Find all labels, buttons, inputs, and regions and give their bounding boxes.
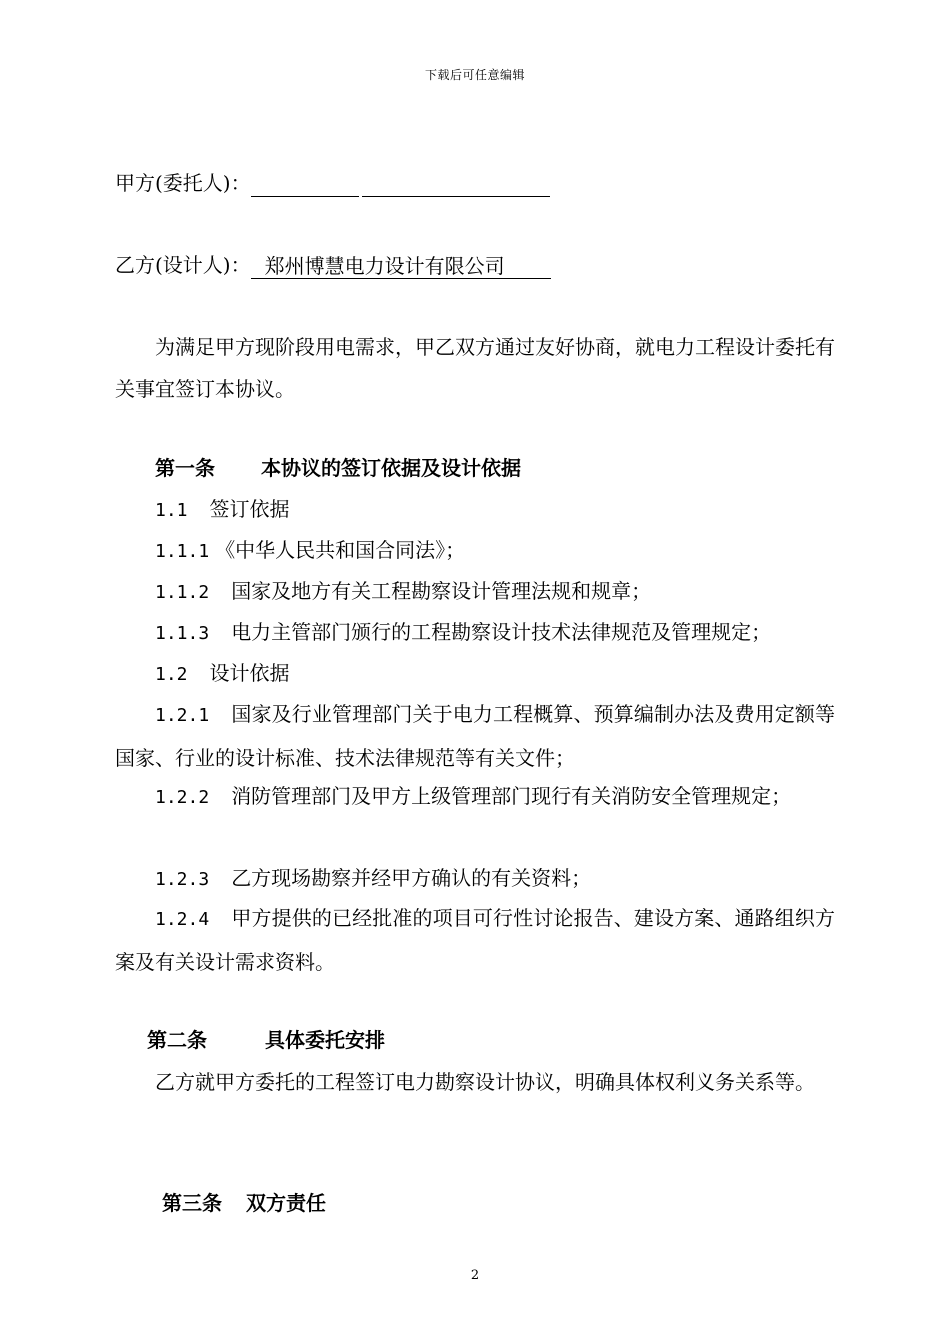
clause-1-2-4 <box>115 897 835 983</box>
clause-1-1-1-text: 《中华人民共和国合同法》； <box>215 538 466 562</box>
clause-1-2-number: 1.2 <box>155 664 188 685</box>
clause-1-1-1-number: 1.1.1 <box>155 541 210 562</box>
clause-1-1-3-text: 电力主管部门颁行的工程勘察设计技术法律规范及管理规定； <box>231 620 772 644</box>
article-2-text: 乙方就甲方委托的工程签订电力勘察设计协议，明确具体权利义务关系等。 <box>155 1070 815 1094</box>
article-1-number: 第一条 <box>155 456 215 480</box>
clause-1-2-2-text: 消防管理部门及甲方上级管理部门现行有关消防安全管理规定； <box>231 784 792 808</box>
article-2-paragraph <box>115 1061 835 1103</box>
page-number: 2 <box>470 1268 480 1283</box>
page-header: 下载后可任意编辑 <box>424 68 525 82</box>
clause-1-2-1-number: 1.2.1 <box>155 705 210 726</box>
clause-1-2-3-number: 1.2.3 <box>155 869 210 890</box>
clause-1-1-2 <box>155 577 651 607</box>
intro-paragraph <box>115 326 835 410</box>
article-1-title: 本协议的签订依据及设计依据 <box>261 456 521 480</box>
clause-1-2-4-number: 1.2.4 <box>155 909 210 930</box>
party-a-line <box>115 169 553 197</box>
clause-1-2-1 <box>115 693 835 779</box>
article-2-number: 第二条 <box>147 1028 207 1052</box>
article-3-heading <box>162 1189 326 1217</box>
clause-1-1-3 <box>155 618 771 648</box>
clause-1-2-3-text: 乙方现场勘察并经甲方确认的有关资料； <box>231 866 592 890</box>
party-b-label: 乙方(设计人)： <box>115 253 251 277</box>
clause-1-2-text: 设计依据 <box>209 661 290 685</box>
party-a-blank[interactable] <box>251 174 359 197</box>
party-a-blank-extension[interactable] <box>362 174 550 197</box>
clause-1-1-3-number: 1.1.3 <box>155 623 210 644</box>
clause-1-1-1 <box>155 536 465 566</box>
party-b-line <box>115 251 551 279</box>
clause-1-2-2 <box>115 775 835 819</box>
clause-1-1 <box>155 495 290 525</box>
article-1-heading <box>155 454 521 482</box>
party-a-label: 甲方(委托人)： <box>115 171 251 195</box>
clause-1-2 <box>155 659 290 689</box>
clause-1-2-4-text: 甲方提供的已经批准的项目可行性讨论报告、建设方案、通路组织方案及有关设计需求资料。 <box>115 906 835 974</box>
article-2-title: 具体委托安排 <box>265 1028 385 1052</box>
clause-1-2-2-number: 1.2.2 <box>155 787 210 808</box>
party-b-value: 郑州博慧电力设计有限公司 <box>251 254 551 279</box>
clause-1-1-2-number: 1.1.2 <box>155 582 210 603</box>
intro-text: 为满足甲方现阶段用电需求，甲乙双方通过友好协商，就电力工程设计委托有关事宜签订本协议。 <box>115 335 835 401</box>
article-3-number: 第三条 <box>162 1191 222 1215</box>
clause-1-1-number: 1.1 <box>155 500 188 521</box>
clause-1-2-1-text: 国家及行业管理部门关于电力工程概算、预算编制办法及费用定额等国家、行业的设计标准、技术法律规范等有关文件； <box>115 702 835 770</box>
clause-1-2-3 <box>155 864 591 894</box>
clause-1-1-2-text: 国家及地方有关工程勘察设计管理法规和规章； <box>231 579 652 603</box>
article-3-title: 双方责任 <box>246 1191 326 1215</box>
clause-1-1-text: 签订依据 <box>209 497 290 521</box>
article-2-heading <box>147 1026 385 1054</box>
